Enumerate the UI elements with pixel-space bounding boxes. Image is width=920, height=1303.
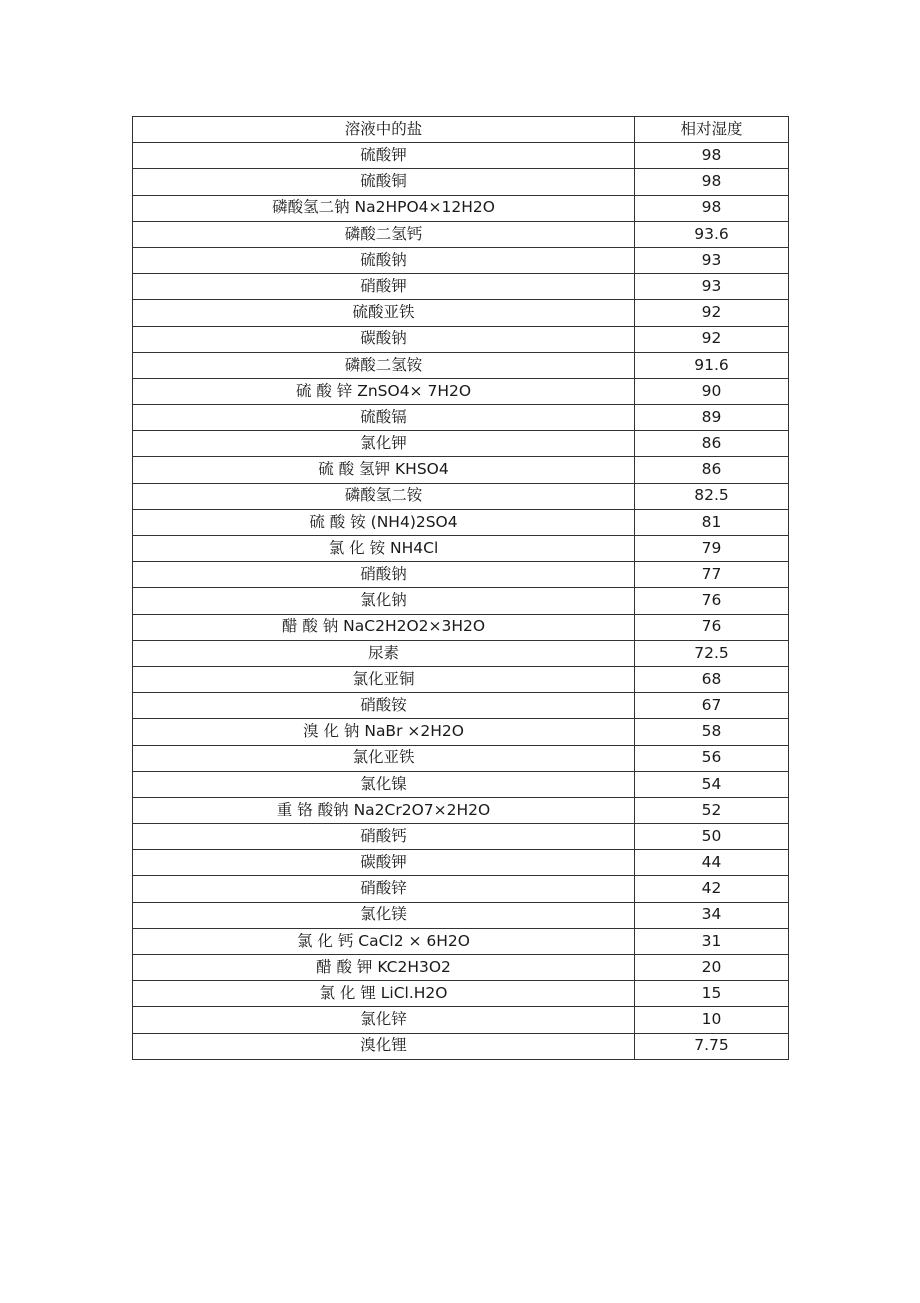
humidity-cell: 77 [635,562,789,588]
table-row [133,352,789,378]
salt-cell: 硫酸钠 [133,247,635,273]
table-row [133,797,789,823]
humidity-cell: 54 [635,771,789,797]
table-row [133,824,789,850]
table-body [133,143,789,1060]
humidity-cell: 82.5 [635,483,789,509]
salt-cell: 磷酸氢二钠 Na2HPO4×12H2O [133,195,635,221]
salt-cell: 醋 酸 钠 NaC2H2O2×3H2O [133,614,635,640]
table-row [133,719,789,745]
header-relative-humidity: 相对湿度 [635,117,789,143]
table-row [133,771,789,797]
table-row [133,588,789,614]
humidity-cell: 76 [635,588,789,614]
table-row [133,850,789,876]
salt-cell: 重 铬 酸钠 Na2Cr2O7×2H2O [133,797,635,823]
table-row [133,536,789,562]
table-row [133,431,789,457]
salt-cell: 硫 酸 铵 (NH4)2SO4 [133,509,635,535]
table-row [133,902,789,928]
table-row [133,745,789,771]
salt-cell: 溴化锂 [133,1033,635,1059]
humidity-cell: 15 [635,981,789,1007]
salt-cell: 氯化钾 [133,431,635,457]
salt-cell: 氯 化 铵 NH4Cl [133,536,635,562]
salt-cell: 硝酸钙 [133,824,635,850]
salt-cell: 尿素 [133,640,635,666]
table-row [133,169,789,195]
table-row [133,405,789,431]
humidity-cell: 81 [635,509,789,535]
humidity-cell: 7.75 [635,1033,789,1059]
humidity-cell: 76 [635,614,789,640]
humidity-cell: 50 [635,824,789,850]
table-row [133,1033,789,1059]
humidity-cell: 42 [635,876,789,902]
table-row [133,247,789,273]
humidity-cell: 93.6 [635,221,789,247]
salt-cell: 硝酸钾 [133,274,635,300]
table-row [133,1007,789,1033]
salt-cell: 硫酸亚铁 [133,300,635,326]
table-row [133,693,789,719]
table-row [133,274,789,300]
salt-cell: 磷酸氢二铵 [133,483,635,509]
humidity-cell: 98 [635,169,789,195]
table-row [133,876,789,902]
humidity-cell: 90 [635,378,789,404]
salt-cell: 硝酸铵 [133,693,635,719]
table-row [133,457,789,483]
humidity-table [132,116,789,1060]
salt-cell: 硝酸钠 [133,562,635,588]
salt-cell: 磷酸二氢钙 [133,221,635,247]
salt-cell: 氯化镍 [133,771,635,797]
humidity-cell: 93 [635,247,789,273]
table-row [133,483,789,509]
humidity-cell: 56 [635,745,789,771]
humidity-cell: 68 [635,666,789,692]
table-row [133,378,789,404]
table-row [133,928,789,954]
table-row [133,300,789,326]
salt-cell: 氯化镁 [133,902,635,928]
salt-cell: 氯化钠 [133,588,635,614]
table-row [133,143,789,169]
humidity-cell: 34 [635,902,789,928]
table-row [133,326,789,352]
table-row [133,614,789,640]
humidity-cell: 86 [635,457,789,483]
table-row [133,509,789,535]
humidity-cell: 91.6 [635,352,789,378]
humidity-cell: 92 [635,326,789,352]
salt-cell: 醋 酸 钾 KC2H3O2 [133,955,635,981]
table-row [133,221,789,247]
salt-cell: 碳酸钠 [133,326,635,352]
salt-cell: 硝酸锌 [133,876,635,902]
humidity-cell: 52 [635,797,789,823]
table-row [133,666,789,692]
table-row [133,955,789,981]
humidity-cell: 67 [635,693,789,719]
humidity-cell: 86 [635,431,789,457]
salt-cell: 硫 酸 锌 ZnSO4× 7H2O [133,378,635,404]
humidity-cell: 72.5 [635,640,789,666]
salt-cell: 硫酸铜 [133,169,635,195]
salt-cell: 硫酸钾 [133,143,635,169]
humidity-cell: 93 [635,274,789,300]
humidity-cell: 20 [635,955,789,981]
humidity-cell: 92 [635,300,789,326]
humidity-cell: 44 [635,850,789,876]
table-row [133,195,789,221]
humidity-cell: 89 [635,405,789,431]
salt-cell: 氯 化 锂 LiCl.H2O [133,981,635,1007]
humidity-cell: 98 [635,195,789,221]
table-row [133,981,789,1007]
humidity-cell: 98 [635,143,789,169]
salt-cell: 氯化亚铁 [133,745,635,771]
humidity-cell: 79 [635,536,789,562]
table-header-row [133,117,789,143]
salt-cell: 氯化锌 [133,1007,635,1033]
humidity-cell: 58 [635,719,789,745]
salt-cell: 硫酸镉 [133,405,635,431]
salt-cell: 磷酸二氢铵 [133,352,635,378]
humidity-cell: 31 [635,928,789,954]
salt-cell: 硫 酸 氢钾 KHSO4 [133,457,635,483]
salt-cell: 碳酸钾 [133,850,635,876]
salt-cell: 氯化亚铜 [133,666,635,692]
header-salt: 溶液中的盐 [133,117,635,143]
salt-cell: 氯 化 钙 CaCl2 × 6H2O [133,928,635,954]
table-row [133,562,789,588]
humidity-cell: 10 [635,1007,789,1033]
table-row [133,640,789,666]
salt-cell: 溴 化 钠 NaBr ×2H2O [133,719,635,745]
